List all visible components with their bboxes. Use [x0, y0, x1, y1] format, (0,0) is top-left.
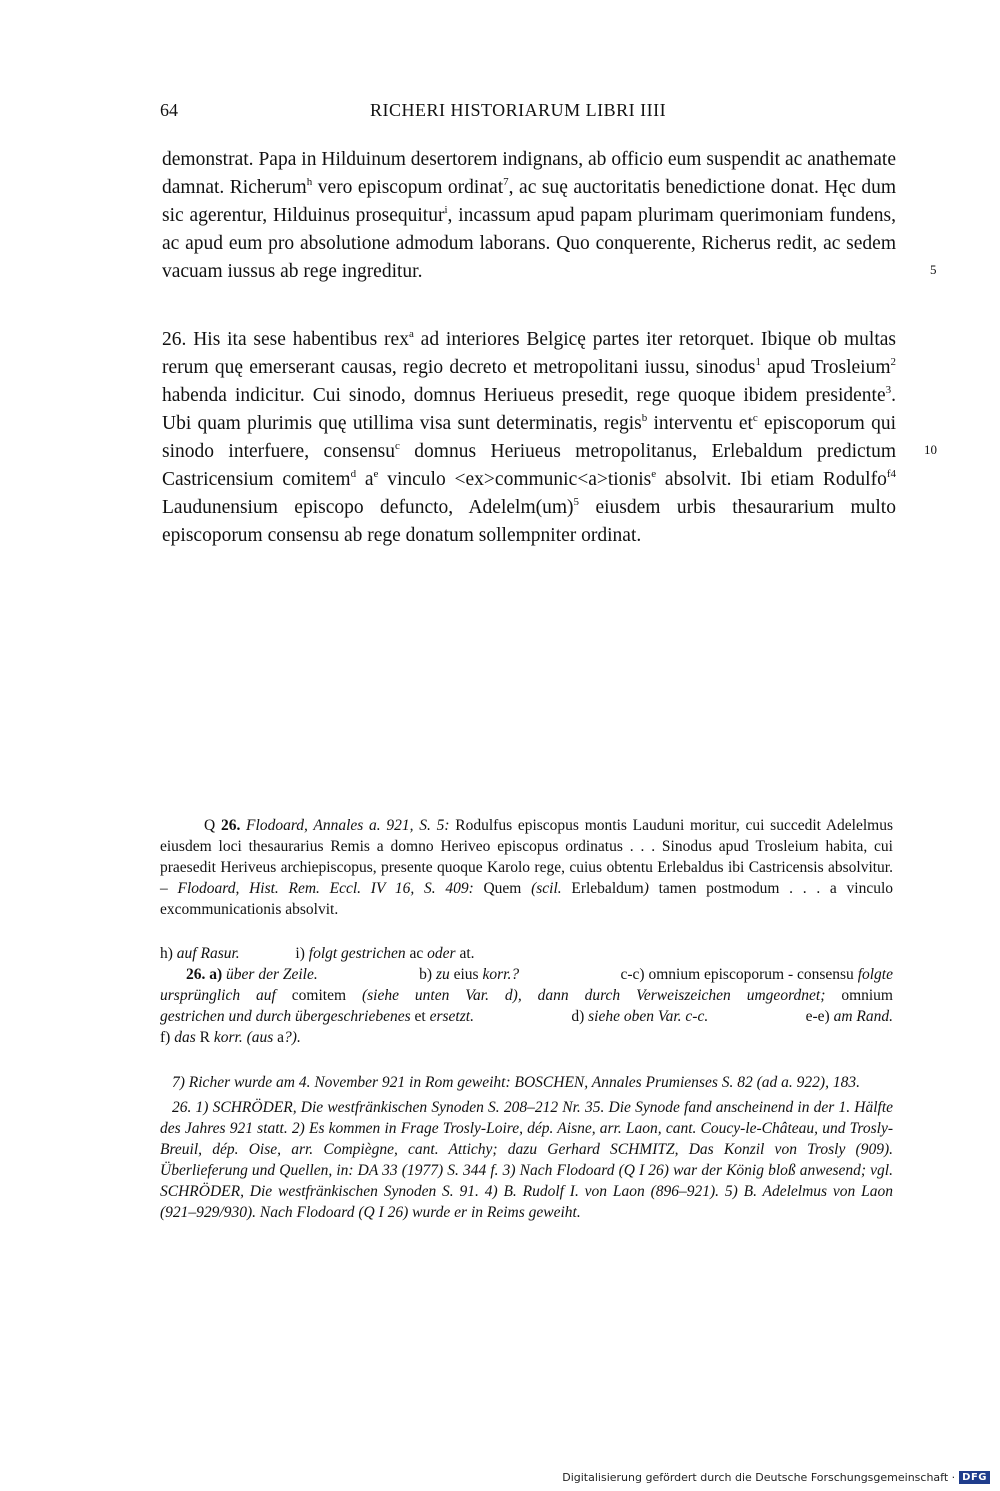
apparatus-line-5: f) das R korr. (aus a?).	[160, 1029, 301, 1046]
line-number-5: 5	[930, 262, 937, 277]
paragraph-text: 26. His ita sese habentibus rex$^a$ ad interiores Belgicę partes iter retorquet. Ibique ob multas rerum quę emerserant causas, regio decreto et metropolitani iussu, sinodus$^1$ apud Trosleium$^2$ habenda indicitur. Cui sinodo, domnus Heriueus presedit, rege quoque ibidem presidente$^3$. Ubi quam plurimis quę utillima visa sunt determinatis, regis$^b$ interventu $et^c$ episcoporum qui sinodo interfuere, consensu$^c$ domnus Heriueus metropolitanus, Erlebaldum predictum Castricensium comitem$^d$ $a^e$ vinculo <ex>communic<a>tionis$^e$ absolvit. Ibi etiam Rodulfo$^{f4}$ Laudunensium episcopo defuncto, Adelelm(um)$^5$ eiusdem urbis thesaurarium multo episcoporum consensu ab rege donatum sollempniter ordinat.	[162, 327, 897, 546]
main-text-paragraph-1	[162, 146, 896, 286]
dfg-credit	[562, 1471, 990, 1484]
paragraph-text: demonstrat. Papa in Hilduinum desertorem indignans, ab officio eum suspendit ac anathemate damnat. Richerum$^h$ vero episcopum ordinat$^7$, ac suę auctoritatis benedictione donat. Hęc dum sic agerentur, Hilduinus prosequitur$^i$, incassum apud papam plurimam querimoniam fundens, ac apud eum pro absolutione admodum laborans. Quo conquerente, Richerus redit, ac sedem vacuam iussus ab rege ingreditur.	[162, 149, 896, 282]
line-number-10: 10	[924, 442, 937, 457]
footnotes	[160, 1072, 893, 1223]
apparatus-line-3: ursprünglich auf comitem (siehe unten Var. d), dann durch Verweiszeichen umgeordnet; omnium	[160, 987, 893, 1004]
dfg-credit-text: Digitalisierung gefördert durch die Deutsche Forschungsgemeinschaft ·	[562, 1471, 956, 1484]
apparatus-line-2: 26. a) über der Zeile. b) zu eius korr.? c-c) omnium episcoporum - consensu folgte	[186, 966, 893, 983]
apparatus-line-1: h) auf Rasur. i) folgt gestrichen ac oder at.	[160, 945, 475, 962]
footnote-7: 7) Richer wurde am 4. November 921 in Rom geweiht: BOSCHEN, Annales Prumienses S. 82 (ad a. 922), 183.	[172, 1074, 860, 1091]
page-number: 64	[160, 100, 178, 120]
source-apparatus: Q 26. Flodoard, Annales a. 921, S. 5: Rodulfus episcopus montis Lauduni moritur, cui succedit Adelelmus eiusdem loci thesaurarius Remis a domno Heriveo episcopus ordinatus . . . Sinodus apud Trosleium habita, cui praesedit Heriveus archiepiscopus, presente quoque Karolo rege, cuius obtentu Erlebaldus ibi Castricensis absolvitur. – Flodoard, Hist. Rem. Eccl. IV 16, S. 409: Quem (scil. Erlebaldum) tamen postmodum . . . a vinculo excommunicationis absolvit.	[160, 817, 894, 918]
footnote-26: 26. 1) SCHRÖDER, Die westfränkischen Synoden S. 208–212 Nr. 35. Die Synode fand anscheinend in der 1. Hälfte des Jahres 921 statt. 2) Es kommen in Frage Trosly-Loire, dép. Aisne, arr. Laon, cant. Coucy-le-Château, und Trosly-Breuil, dép. Oise, arr. Compiègne, cant. Attichy; dazu Gerhard SCHMITZ, Das Konzil von Trosly (909). Überlieferung und Quellen, in: DA 33 (1977) S. 344 f. 3) Nach Flodoard (Q I 26) war der König bloß anwesend; vgl. SCHRÖDER, Die westfränkischen Synoden S. 91. 4) B. Rudolf I. von Laon (896–921). 5) B. Adelelmus von Laon (921–929/930). Nach Flodoard (Q I 26) wurde er in Reims geweiht.	[160, 1099, 893, 1221]
apparatus-line-4: gestrichen und durch übergeschriebenes et ersetzt. d) siehe oben Var. c-c. e-e) am Rand.	[160, 1008, 893, 1025]
critical-apparatus	[160, 943, 893, 1048]
dfg-logo-icon: DFG	[959, 1471, 990, 1484]
main-text-paragraph-26	[162, 326, 896, 550]
running-head: RICHERI HISTORIARUM LIBRI IIII	[370, 100, 667, 120]
